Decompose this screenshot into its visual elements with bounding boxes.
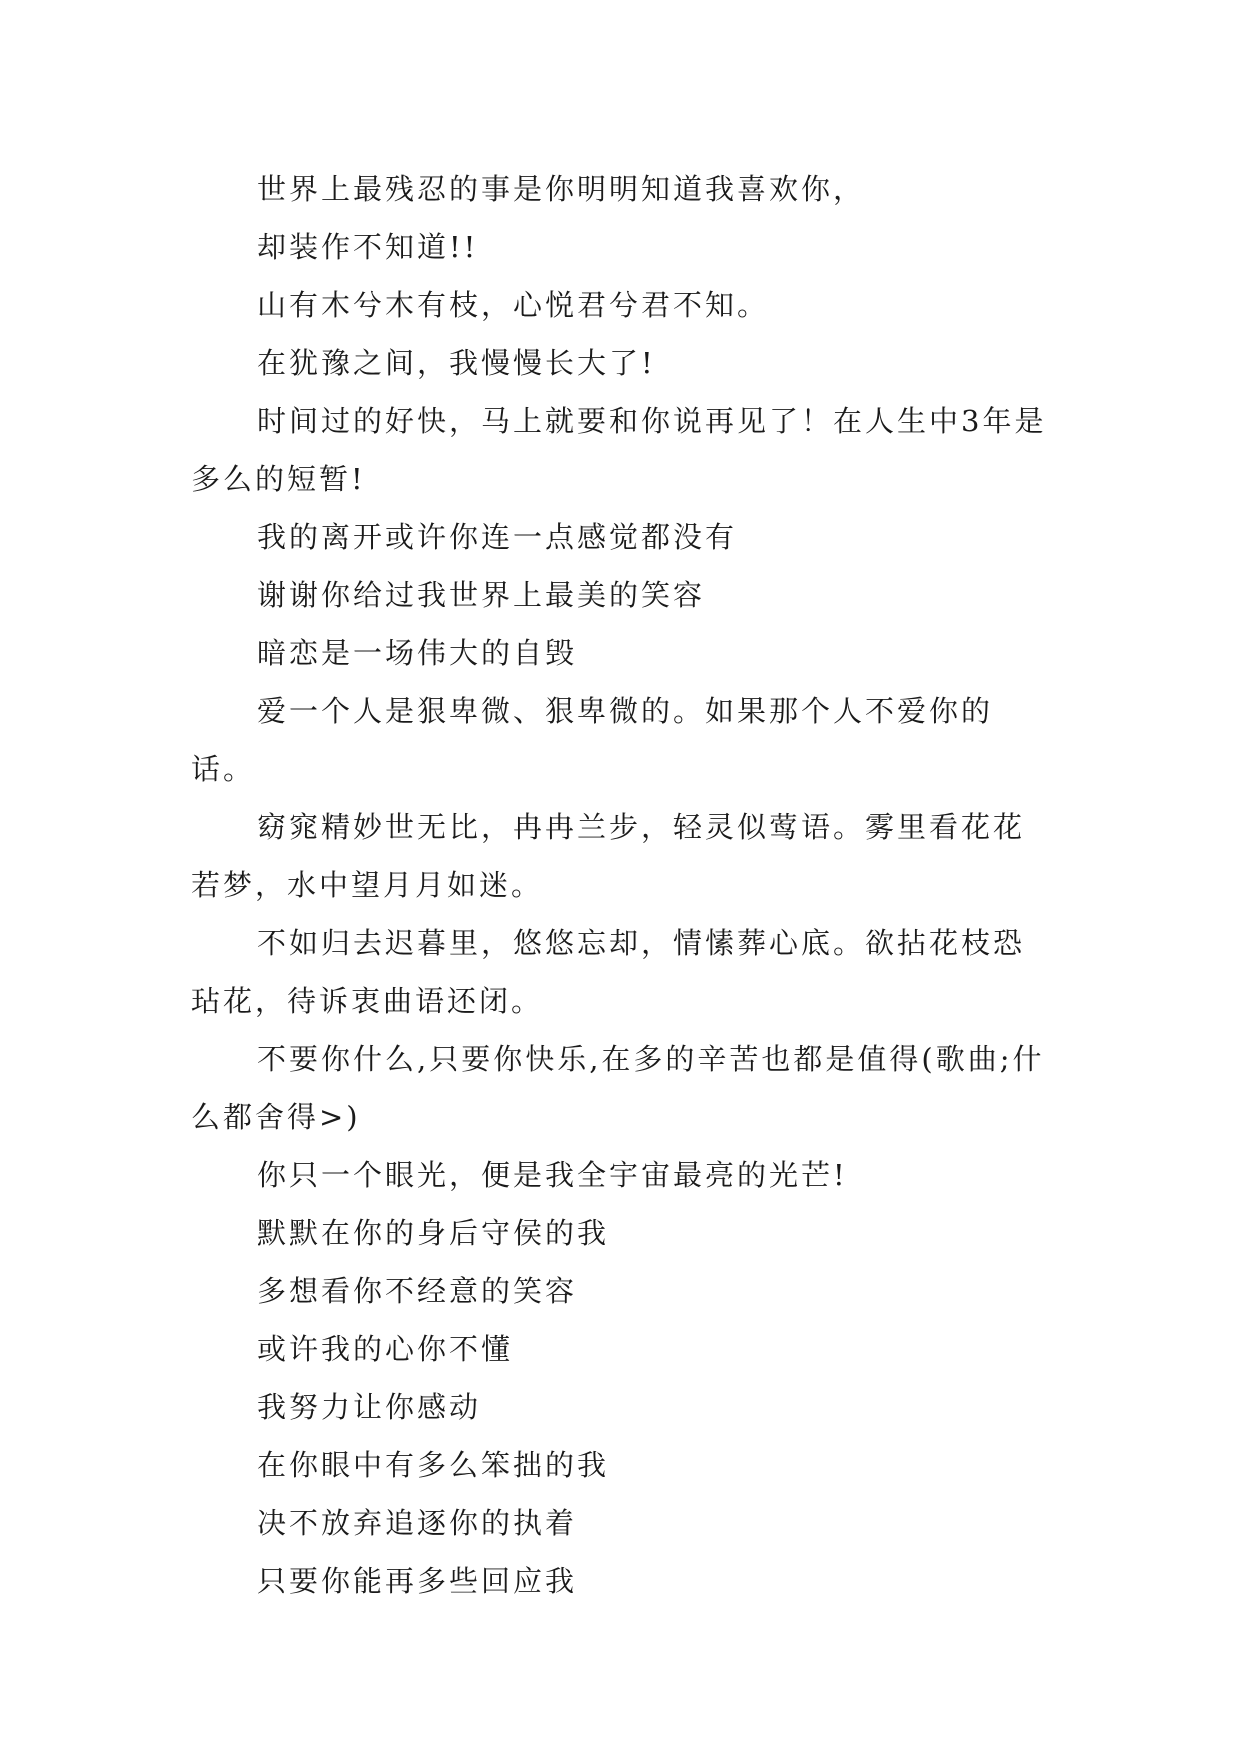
paragraph: 你只一个眼光，便是我全宇宙最亮的光芒! (257, 1158, 848, 1192)
paragraph: 山有木兮木有枝，心悦君兮君不知。 (257, 288, 770, 322)
paragraph: 决不放弃追逐你的执着 (257, 1506, 578, 1540)
paragraph: 默默在你的身后守侯的我 (257, 1216, 610, 1250)
paragraph: 谢谢你给过我世界上最美的笑容 (257, 578, 706, 612)
paragraph: 世界上最残忍的事是你明明知道我喜欢你， (257, 172, 866, 206)
paragraph: 我努力让你感动 (257, 1390, 482, 1424)
paragraph: 或许我的心你不懂 (257, 1332, 514, 1366)
paragraph: 窈窕精妙世无比，冉冉兰步，轻灵似莺语。雾里看花花若梦，水中望月月如迷。 (191, 810, 1026, 902)
paragraph: 暗恋是一场伟大的自毁 (257, 636, 578, 670)
paragraph: 我的离开或许你连一点感觉都没有 (257, 520, 738, 554)
paragraph: 只要你能再多些回应我 (257, 1564, 578, 1598)
paragraph: 爱一个人是狠卑微、狠卑微的。如果那个人不爱你的话。 (191, 694, 994, 786)
paragraph: 时间过的好快，马上就要和你说再见了！在人生中3年是多么的短暂! (191, 404, 1047, 496)
paragraph: 却装作不知道!! (257, 230, 479, 264)
paragraph: 多想看你不经意的笑容 (257, 1274, 578, 1308)
paragraph: 不如归去迟暮里，悠悠忘却，情愫葬心底。欲拈花枝恐玷花，待诉衷曲语还闭。 (191, 926, 1026, 1018)
document-body (191, 160, 1051, 1610)
paragraph: 在你眼中有多么笨拙的我 (257, 1448, 610, 1482)
paragraph: 在犹豫之间，我慢慢长大了! (257, 346, 656, 380)
paragraph: 不要你什么,只要你快乐,在多的辛苦也都是值得(歌曲;什么都舍得>) (191, 1042, 1045, 1134)
